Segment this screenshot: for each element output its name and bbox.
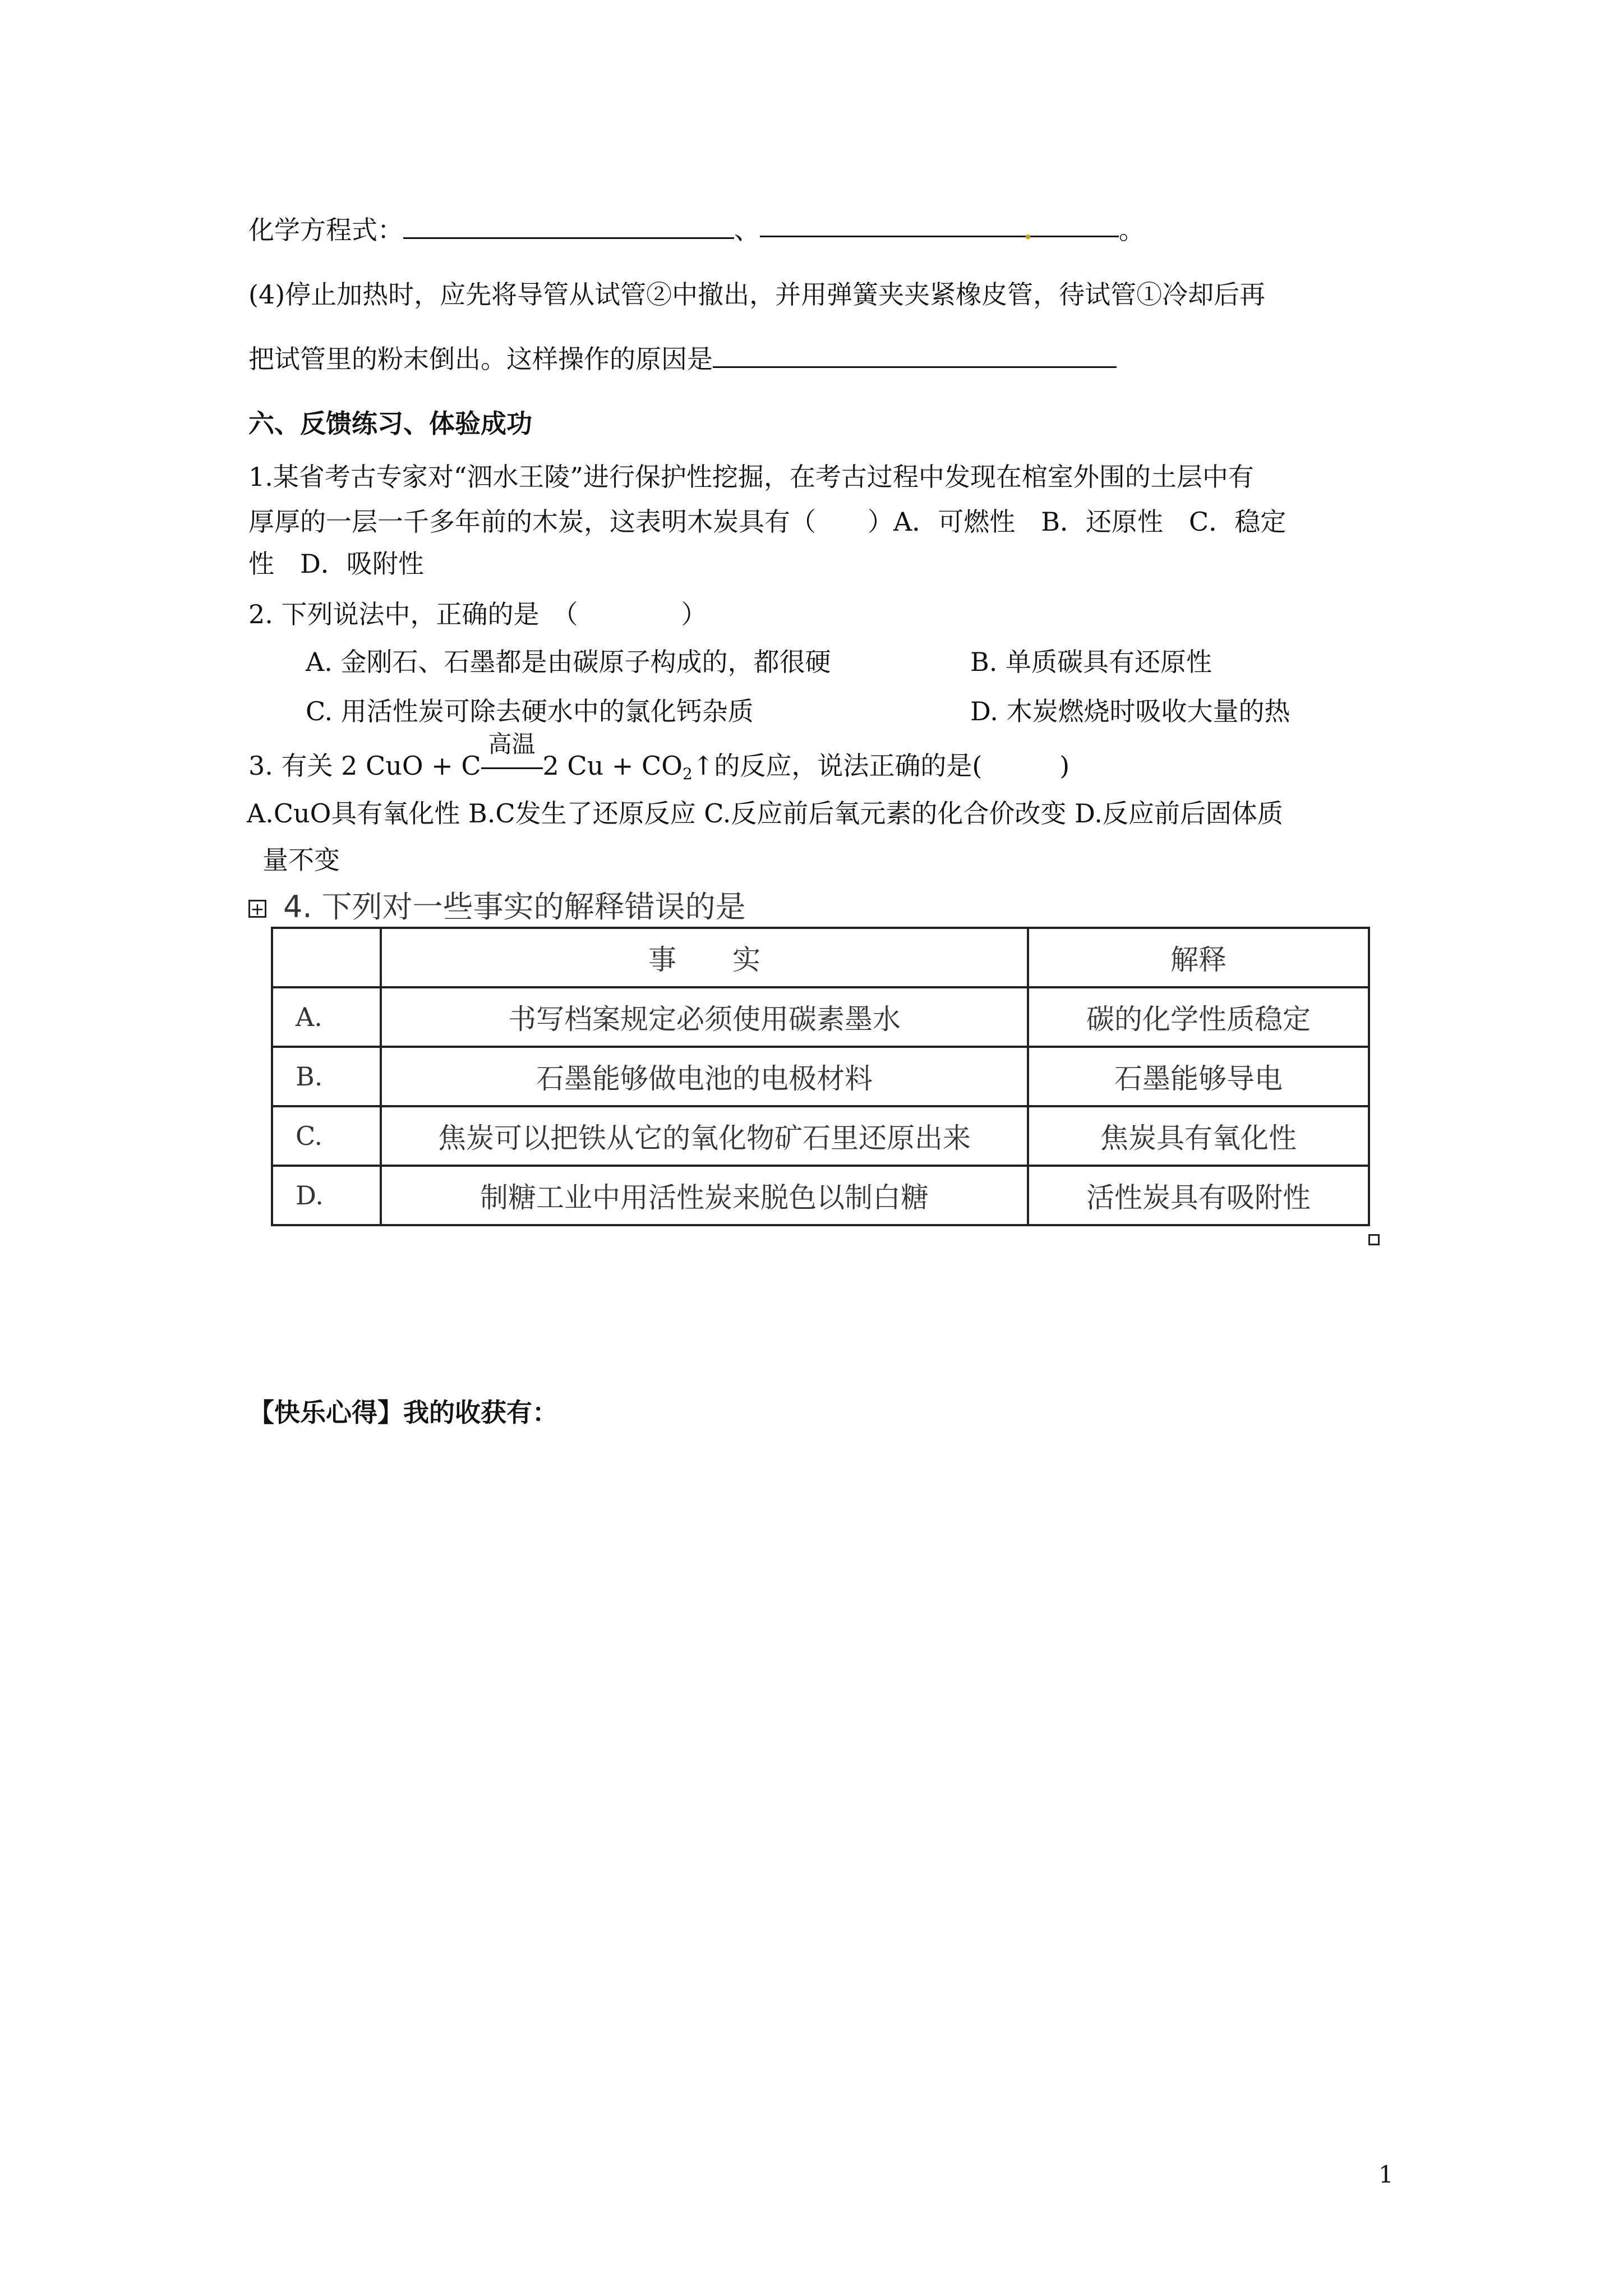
equation-blank-2[interactable] [760,213,1119,245]
facts-table [271,927,1370,1226]
q1-line-3: 性 D．吸附性 [248,549,424,579]
q4-title: 4. 下列对一些事实的解释错误的是 [283,889,746,924]
equation-separator: 、 [734,215,760,245]
q3-tail: ↑的反应，说法正确的是( ) [692,751,1070,781]
row-label: A. [272,987,381,1047]
q2-option-d: D. 木炭燃烧时吸收大量的热 [970,696,1290,726]
q2-option-c: C. 用活性炭可除去硬水中的氯化钙杂质 [306,696,754,726]
reaction-arrow-line [481,767,543,769]
q3-post: 2 Cu + CO [542,751,683,781]
row-explanation: 石墨能够导电 [1028,1047,1369,1106]
equation-line [248,213,1145,247]
table-resize-handle[interactable] [1368,1234,1380,1245]
equation-label: 化学方程式： [248,215,403,245]
table-row [272,1166,1369,1225]
q3-options-line-2: 量不变 [262,845,340,875]
header-label-cell [272,928,381,987]
table-header-row [272,928,1369,987]
reaction-condition-text: 高温 [488,730,536,758]
q1-line-2: 厚厚的一层一千多年前的木炭，这表明木炭具有（ ）A．可燃性 B．还原性 C．稳定 [248,507,1287,537]
reason-blank[interactable] [713,344,1117,368]
row-label: B. [272,1047,381,1106]
q3-pre: 3. 有关 2 CuO + C [248,751,481,781]
q3-subscript: 2 [682,765,693,783]
section-title: 六、反馈练习、体验成功 [248,408,532,439]
row-label: D. [272,1166,381,1225]
q2-option-b: B. 单质碳具有还原性 [970,647,1212,677]
row-explanation: 焦炭具有氧化性 [1028,1106,1369,1166]
row-fact: 制糖工业中用活性炭来脱色以制白糖 [381,1166,1028,1225]
summary-label: 【快乐心得】我的收获有： [248,1397,558,1428]
q2-stem: 2. 下列说法中，正确的是 （ ） [248,599,707,629]
stop-heating-text: 把试管里的粉末倒出。这样操作的原因是 [248,344,713,374]
row-fact: 焦炭可以把铁从它的氧化物矿石里还原出来 [381,1106,1028,1166]
table-move-handle[interactable]: + [248,900,266,918]
table-row [272,987,1369,1047]
page-number: 1 [1378,2161,1394,2188]
stop-heating-line-2 [248,342,1117,376]
q2-option-a: A. 金刚石、石墨都是由碳原子构成的，都很硬 [306,647,831,677]
header-fact: 事 实 [381,928,1028,987]
table-row [272,1047,1369,1106]
equation-end: 。 [1119,215,1145,245]
row-fact: 书写档案规定必须使用碳素墨水 [381,987,1028,1047]
q1-line-1: 1.某省考古专家对“泗水王陵”进行保护性挖掘，在考古过程中发现在棺室外围的土层中有 [248,462,1254,492]
equation-blank-1[interactable] [403,215,734,239]
table-row [272,1106,1369,1166]
q3-options-line-1: A.CuO具有氧化性 B.C发生了还原反应 C.反应前后氧元素的化合价改变 D.反应前后固体质 [247,798,1283,829]
row-explanation: 碳的化学性质稳定 [1028,987,1369,1047]
q3-stem [248,730,1070,791]
header-explanation: 解释 [1028,928,1369,987]
row-label: C. [272,1106,381,1166]
stop-heating-line-1: (4)停止加热时，应先将导管从试管②中撤出，并用弹簧夹夹紧橡皮管，待试管①冷却后再 [248,279,1266,310]
reaction-condition [481,730,543,783]
row-fact: 石墨能够做电池的电极材料 [381,1047,1028,1106]
stray-dot: . [1023,215,1033,245]
row-explanation: 活性炭具有吸附性 [1028,1166,1369,1225]
